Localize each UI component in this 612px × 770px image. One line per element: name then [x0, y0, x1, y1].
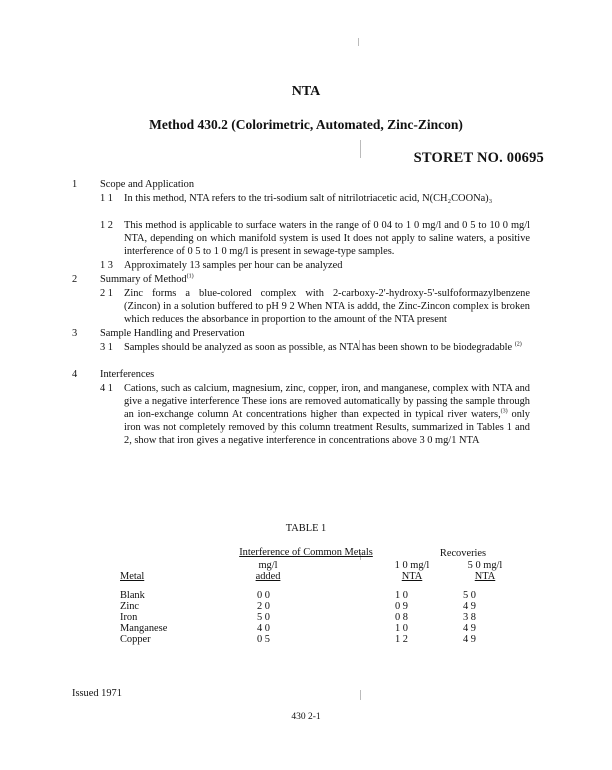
- subsection-text: Cations, such as calcium, magnesium, zinc, copper, iron, and manganese, complex with NTA and give a negative interference These ions are removed automatically by passing the sample through an ion-exchange column At concentrations higher than expected in typical river waters,$^{(3)}$ only iron was not completely removed by this column treatment Results, summarized in Tables 1 and 2, show that iron gives a negative interference in concentrations above 3 0 mg/1 NTA: [124, 383, 530, 446]
- subsection-number: 1 3: [100, 260, 113, 271]
- column-header-metal: Metal: [120, 571, 145, 582]
- section-title: Sample Handling and Preservation: [100, 328, 245, 339]
- column-header-recovery-2: 5 0 mg/l NTA: [467, 560, 503, 582]
- subsection-number: 4 1: [100, 383, 113, 394]
- section-number: 4: [72, 369, 78, 380]
- document-title: NTA: [291, 84, 321, 99]
- subsection-number: 1 1: [100, 193, 113, 204]
- section-title: Summary of Method$^{(1)}$: [100, 273, 194, 285]
- footnote-ref: (3): [500, 408, 508, 415]
- section-title: Interferences: [100, 369, 155, 380]
- scan-artifact: [360, 690, 361, 700]
- recoveries-header: Recoveries: [439, 548, 487, 559]
- subsection-text: Zinc forms a blue-colored complex with 2-carboxy-2'-hydroxy-5'-sulfoformazylbenzene (Zincon) in a solution buffered to pH 9 2 When NTA is addd, the Zinc-Zincon complex is broken which reduces the absorbance in proportion to the amount of the NTA present: [124, 288, 530, 325]
- subsection-1-3: [100, 259, 530, 272]
- subsection-text: Approximately 13 samples per hour can be analyzed: [124, 260, 343, 271]
- subsection-1-2: [100, 219, 530, 258]
- subsection-number: 2 1: [100, 288, 113, 299]
- page-number: 430 2-1: [291, 712, 321, 722]
- table-row: Iron 5 0 0 8 3 8: [120, 612, 476, 623]
- column-header-added: mg/l added: [255, 560, 281, 582]
- section-number: 1: [72, 179, 78, 190]
- subsection-text: This method is applicable to surface waters in the range of 0 04 to 1 0 mg/l and 0 5 to 10 0 mg/l NTA, depending on which manifold system is used It does not apply to saline waters, a positive interference of 0 5 to 1 0 mg/l is present in sewage-type samples.: [124, 220, 530, 257]
- method-heading: Method 430.2 (Colorimetric, Automated, Zinc-Zincon): [149, 117, 463, 132]
- subsection-text: In this method, NTA refers to the tri-sodium salt of nitrilotriacetic acid, N(CH₂COONa)₃: [124, 193, 493, 204]
- storet-number: STORET NO. 00695: [413, 150, 544, 166]
- table-subtitle: Interference of Common Metals: [239, 547, 373, 558]
- subsection-number: 3 1: [100, 342, 113, 353]
- footnote-ref: (2): [514, 341, 522, 348]
- footnote-ref: (1): [186, 273, 194, 280]
- subsection-3-1: [100, 341, 530, 354]
- subsection-1-1: [100, 192, 530, 205]
- subsection-4-1: [100, 382, 530, 447]
- subsection-number: 1 2: [100, 220, 113, 231]
- scan-artifact: [358, 38, 359, 46]
- subsection-text: Samples should be analyzed as soon as possible, as NTA has been shown to be biodegradable $^{(2)}$: [124, 341, 522, 353]
- section-number: 2: [72, 274, 78, 285]
- issued-date: Issued 1971: [72, 688, 122, 699]
- subsection-2-1: [100, 287, 530, 326]
- column-header-recovery-1: 1 0 mg/l NTA: [394, 560, 430, 582]
- table-row: Blank 0 0 1 0 5 0: [120, 590, 476, 601]
- table-row: Zinc 2 0 0 9 4 9: [120, 601, 476, 612]
- section-number: 3: [72, 328, 78, 339]
- section-title: Scope and Application: [100, 179, 195, 190]
- table-title: TABLE 1: [285, 523, 327, 534]
- table-row: Manganese 4 0 1 0 4 9: [120, 623, 476, 634]
- scan-artifact: [360, 140, 361, 158]
- table-row: Copper 0 5 1 2 4 9: [120, 634, 476, 645]
